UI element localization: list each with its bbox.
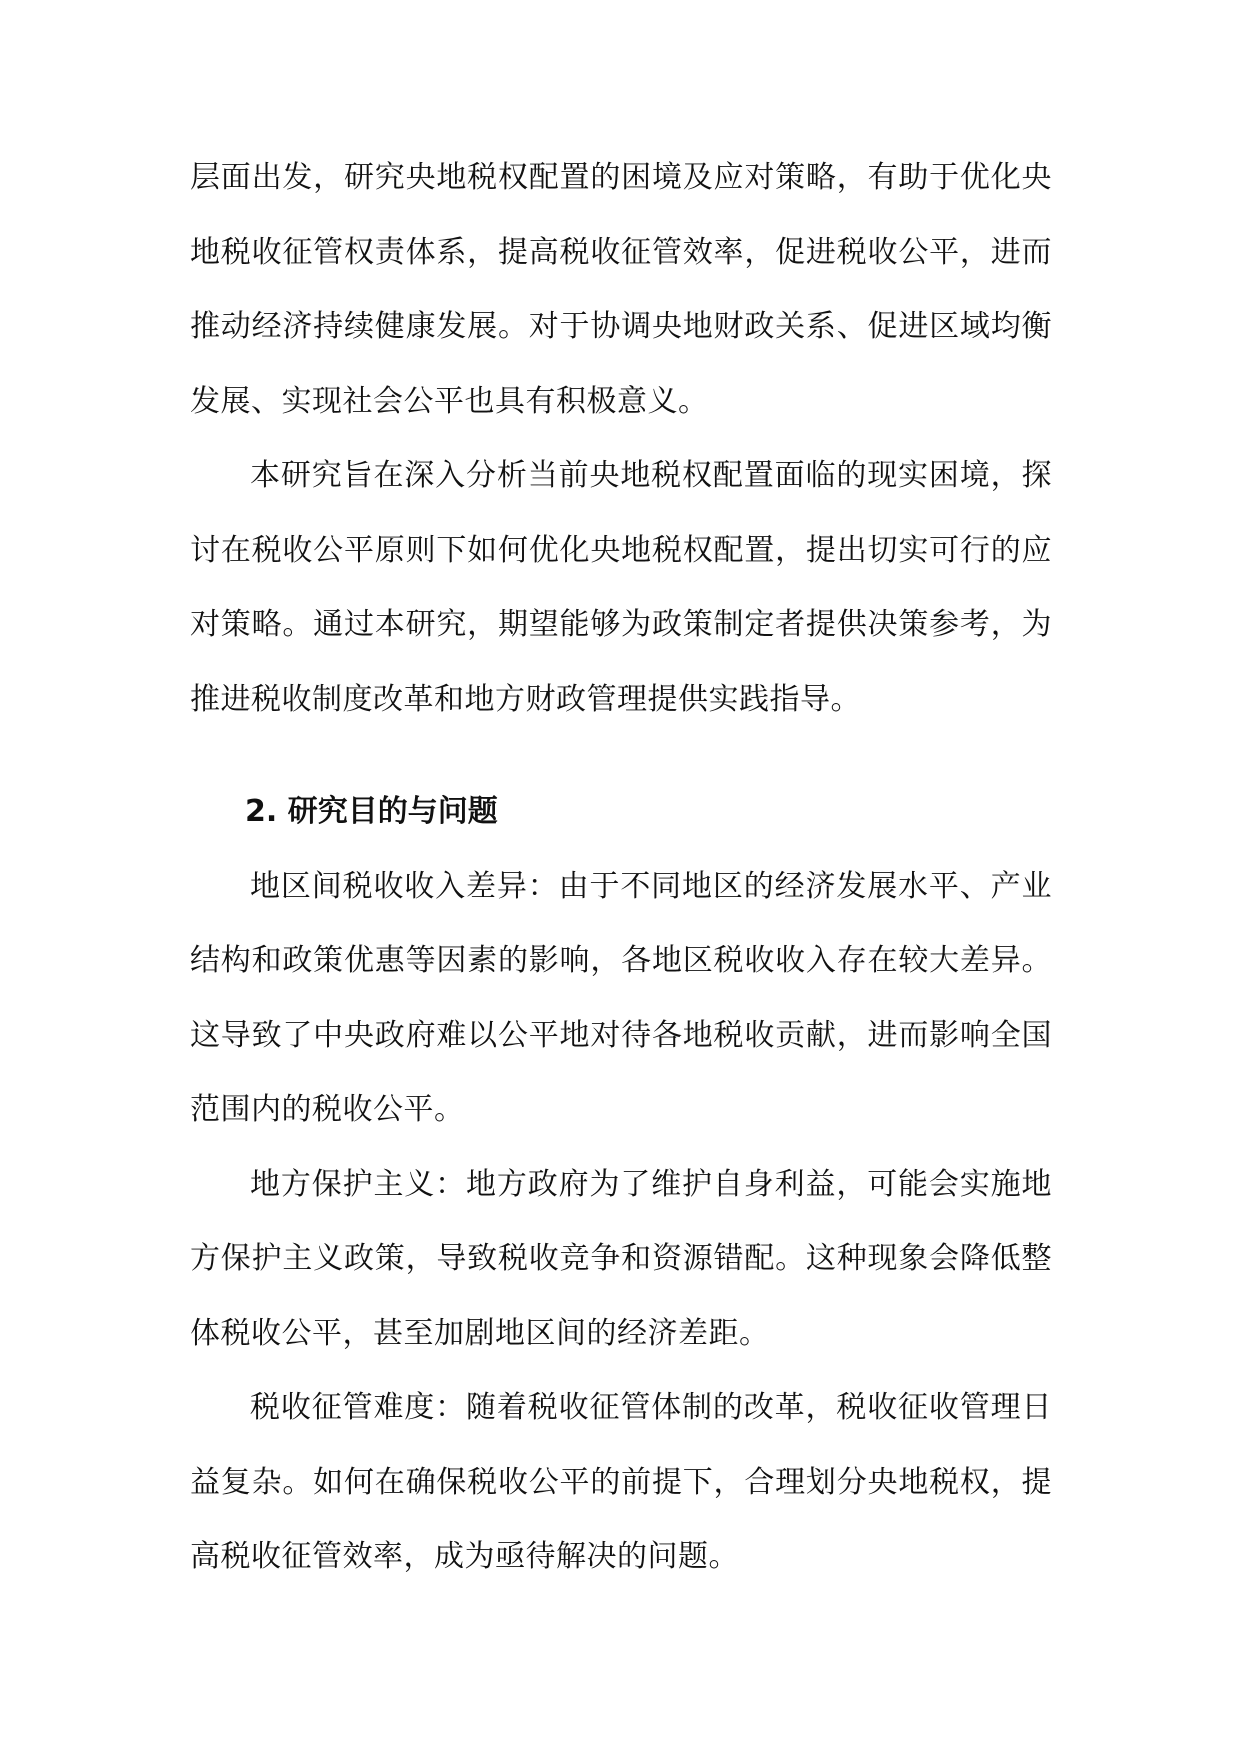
document-body — [190, 141, 1052, 1595]
section-heading: 2. 研究目的与问题 — [245, 794, 498, 829]
section-spacer — [190, 737, 1052, 775]
paragraph-tax-collection-difficulty: 税收征管难度：随着税收征管体制的改革，税收征收管理日益复杂。如何在确保税收公平的前提下，合理划分央地税权，提高税收征管效率，成为亟待解决的问题。 — [190, 1390, 1052, 1574]
paragraph-continuation: 层面出发，研究央地税权配置的困境及应对策略，有助于优化央地税收征管权责体系，提高税收征管效率，促进税收公平，进而推动经济持续健康发展。对于协调央地财政关系、促进区域均衡发展、实现社会公平也具有积极意义。 — [190, 160, 1052, 419]
paragraph-local-protectionism: 地方保护主义：地方政府为了维护自身利益，可能会实施地方保护主义政策，导致税收竞争和资源错配。这种现象会降低整体税收公平，甚至加剧地区间的经济差距。 — [190, 1166, 1052, 1351]
paragraph-research-aim: 本研究旨在深入分析当前央地税权配置面临的现实困境，探讨在税收公平原则下如何优化央地税权配置，提出切实可行的应对策略。通过本研究，期望能够为政策制定者提供决策参考，为推进税收制度改革和地方财政管理提供实践指导。 — [190, 458, 1052, 717]
paragraph-regional-tax-difference: 地区间税收收入差异：由于不同地区的经济发展水平、产业结构和政策优惠等因素的影响，各地区税收收入存在较大差异。这导致了中央政府难以公平地对待各地税收贡献，进而影响全国范围内的税收公平。 — [190, 868, 1052, 1127]
